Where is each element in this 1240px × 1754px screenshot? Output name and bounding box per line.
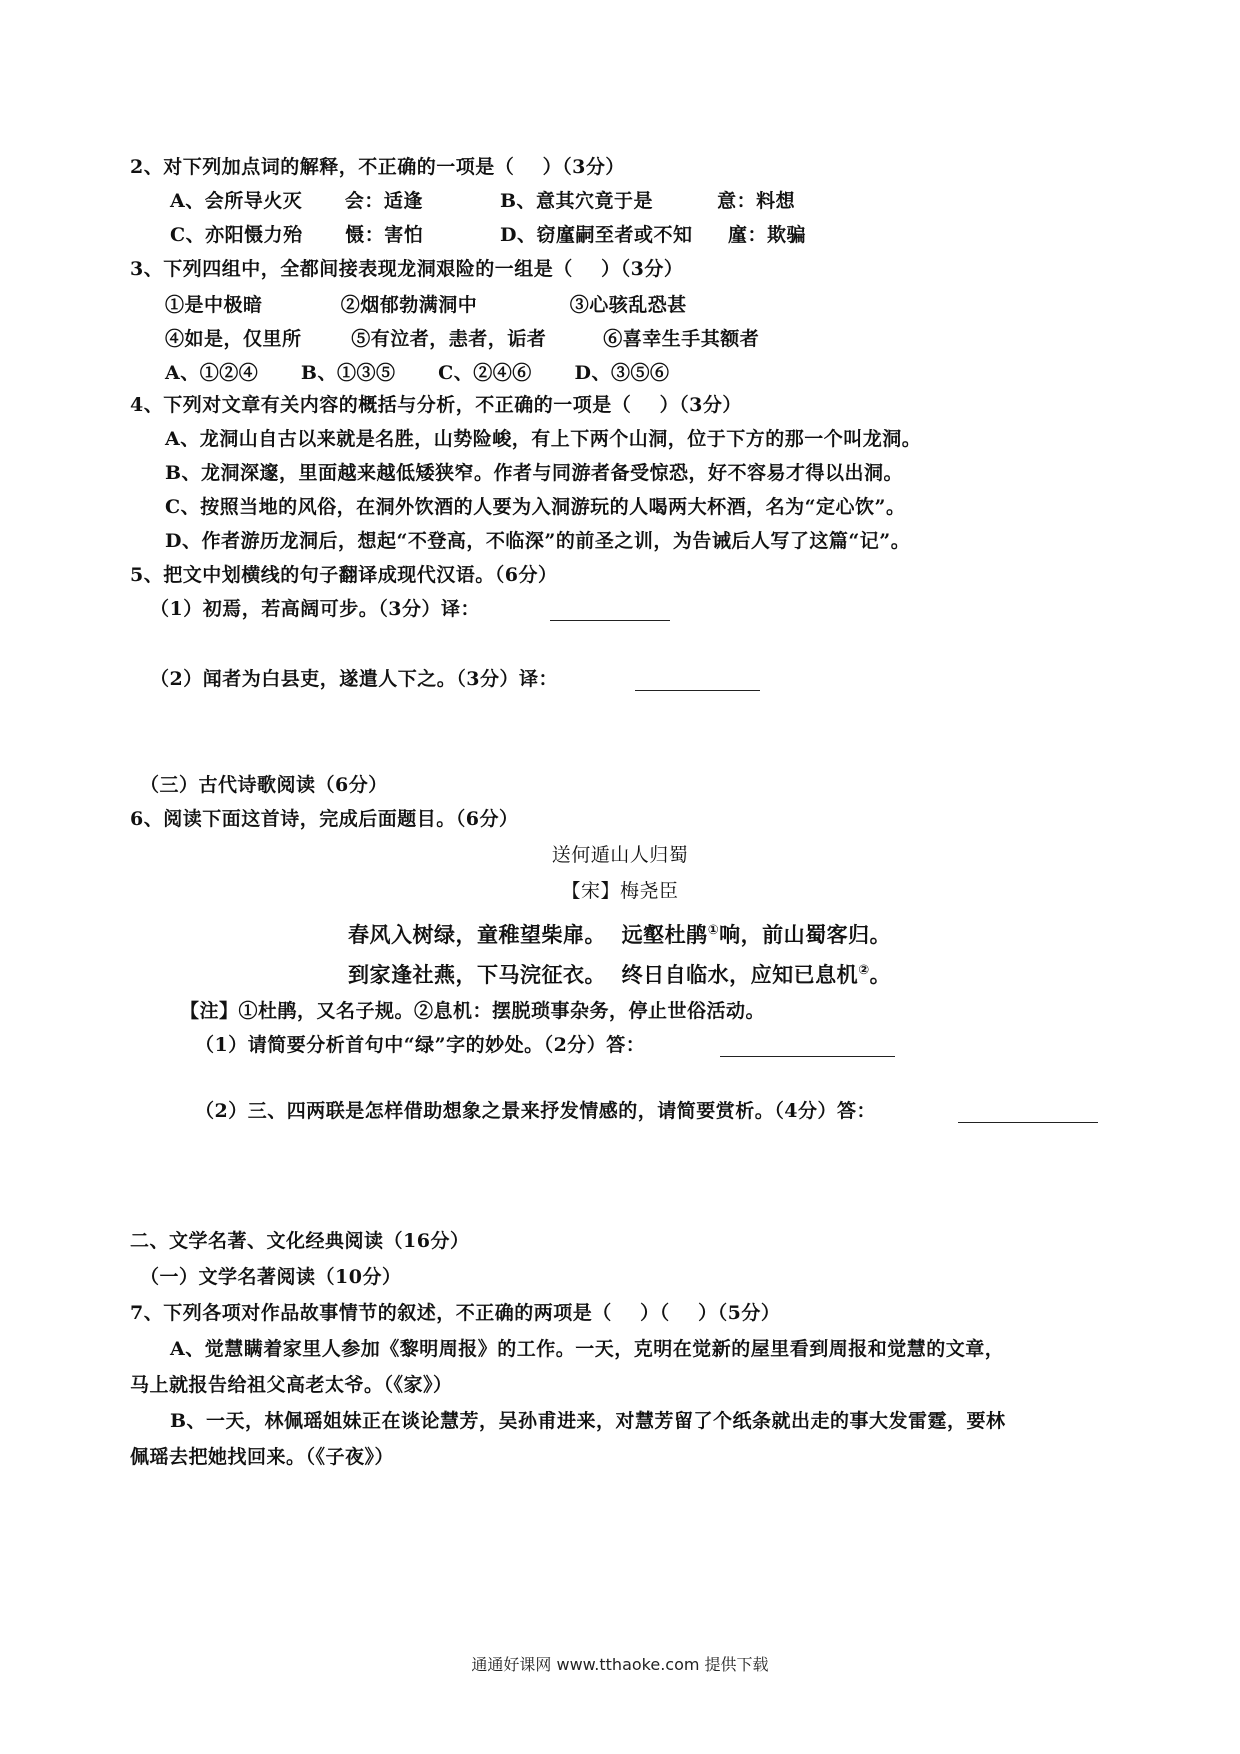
q4-option-c: C、按照当地的风俗，在洞外饮酒的人要为入洞游玩的人喝两大杯酒，名为“定心饮”。	[165, 496, 906, 518]
q3-stem: 3、下列四组中，全都间接表现龙洞艰险的一组是（ ）（3分）	[130, 258, 684, 280]
q7-option-b-line-1: B、一天，林佩瑶姐妹正在谈论慧芳，吴孙甫进来，对慧芳留了个纸条就出走的事大发雷霆，要林	[170, 1410, 1006, 1432]
footnote-marker-2: ②	[858, 963, 870, 978]
q7-stem: 7、下列各项对作品故事情节的叙述，不正确的两项是（ ）（ ）（5分）	[130, 1302, 781, 1324]
page-footer: 通通好课网 www.tthaoke.com 提供下载	[471, 1655, 769, 1674]
section-literary-classics: （一）文学名著阅读（10分）	[140, 1266, 402, 1288]
poem-line-2: 到家逢社燕，下马浣征衣。 终日自临水，应知已息机②。	[348, 963, 892, 987]
q3-row-2: ④如是，仅里所 ⑤有泣者，恚者，诟者 ⑥喜幸生手其额者	[165, 328, 760, 350]
q5-answer-line-1[interactable]	[550, 618, 670, 621]
q2-option-a: A、会所导火灭 会：适逢	[170, 190, 423, 212]
q6-answer-line-2[interactable]	[958, 1120, 1098, 1123]
q6-sub-1: （1）请简要分析首句中“绿”字的妙处。（2分）答：	[195, 1034, 646, 1056]
part-two-heading: 二、文学名著、文化经典阅读（16分）	[130, 1230, 470, 1252]
q7-option-a-line-1: A、觉慧瞒着家里人参加《黎明周报》的工作。一天，克明在觉新的屋里看到周报和觉慧的文章，	[170, 1338, 1005, 1360]
q4-option-b: B、龙洞深邃，里面越来越低矮狭窄。作者与同游者备受惊恐，好不容易才得以出洞。	[165, 462, 904, 484]
q5-sub-2: （2）闻者为白县吏，遂遣人下之。（3分）译：	[150, 668, 558, 690]
q3-row-1: ①是中极暗 ②烟郁勃满洞中 ③心骇乱恐甚	[165, 294, 687, 316]
q5-answer-line-2[interactable]	[635, 688, 760, 691]
poem-title: 送何遁山人归蜀	[551, 844, 689, 866]
q7-option-b-line-2: 佩瑶去把她找回来。（《子夜》）	[130, 1446, 395, 1468]
q2-option-b: B、意其穴竟于是 意：料想	[500, 190, 796, 212]
q4-option-a: A、龙洞山自古以来就是名胜，山势险峻，有上下两个山洞，位于下方的那一个叫龙洞。	[165, 428, 922, 450]
q2-option-d: D、窃廑嗣至者或不知 廑：欺骗	[500, 224, 807, 246]
q6-stem: 6、阅读下面这首诗，完成后面题目。（6分）	[130, 808, 519, 830]
section-ancient-poetry: （三）古代诗歌阅读（6分）	[140, 774, 388, 796]
poem-author: 【宋】梅尧臣	[561, 880, 679, 902]
q5-stem: 5、把文中划横线的句子翻译成现代汉语。（6分）	[130, 564, 558, 586]
q4-option-d: D、作者游历龙洞后，想起“不登高，不临深”的前圣之训，为告诫后人写了这篇“记”。	[165, 530, 911, 552]
footnote-marker-1: ①	[707, 923, 720, 938]
q2-option-c: C、亦阳慑力殆 慑：害怕	[170, 224, 424, 246]
q3-options: A、①②④ B、①③⑤ C、②④⑥ D、③⑤⑥	[165, 362, 670, 384]
q6-answer-line-1[interactable]	[720, 1054, 895, 1057]
poem-note: 【注】①杜鹃，又名子规。②息机：摆脱琐事杂务，停止世俗活动。	[180, 1000, 766, 1022]
q4-stem: 4、下列对文章有关内容的概括与分析，不正确的一项是（ ）（3分）	[130, 394, 742, 416]
q5-sub-1: （1）初焉，若高阔可步。（3分）译：	[150, 598, 480, 620]
q7-option-a-line-2: 马上就报告给祖父高老太爷。（《家》）	[130, 1374, 453, 1396]
q2-stem: 2、对下列加点词的解释，不正确的一项是（ ）（3分）	[130, 156, 625, 178]
q6-sub-2: （2）三、四两联是怎样借助想象之景来抒发情感的，请简要赏析。（4分）答：	[195, 1100, 876, 1122]
poem-line-1: 春风入树绿，童稚望柴扉。 远壑杜鹃①响，前山蜀客归。	[348, 923, 892, 947]
